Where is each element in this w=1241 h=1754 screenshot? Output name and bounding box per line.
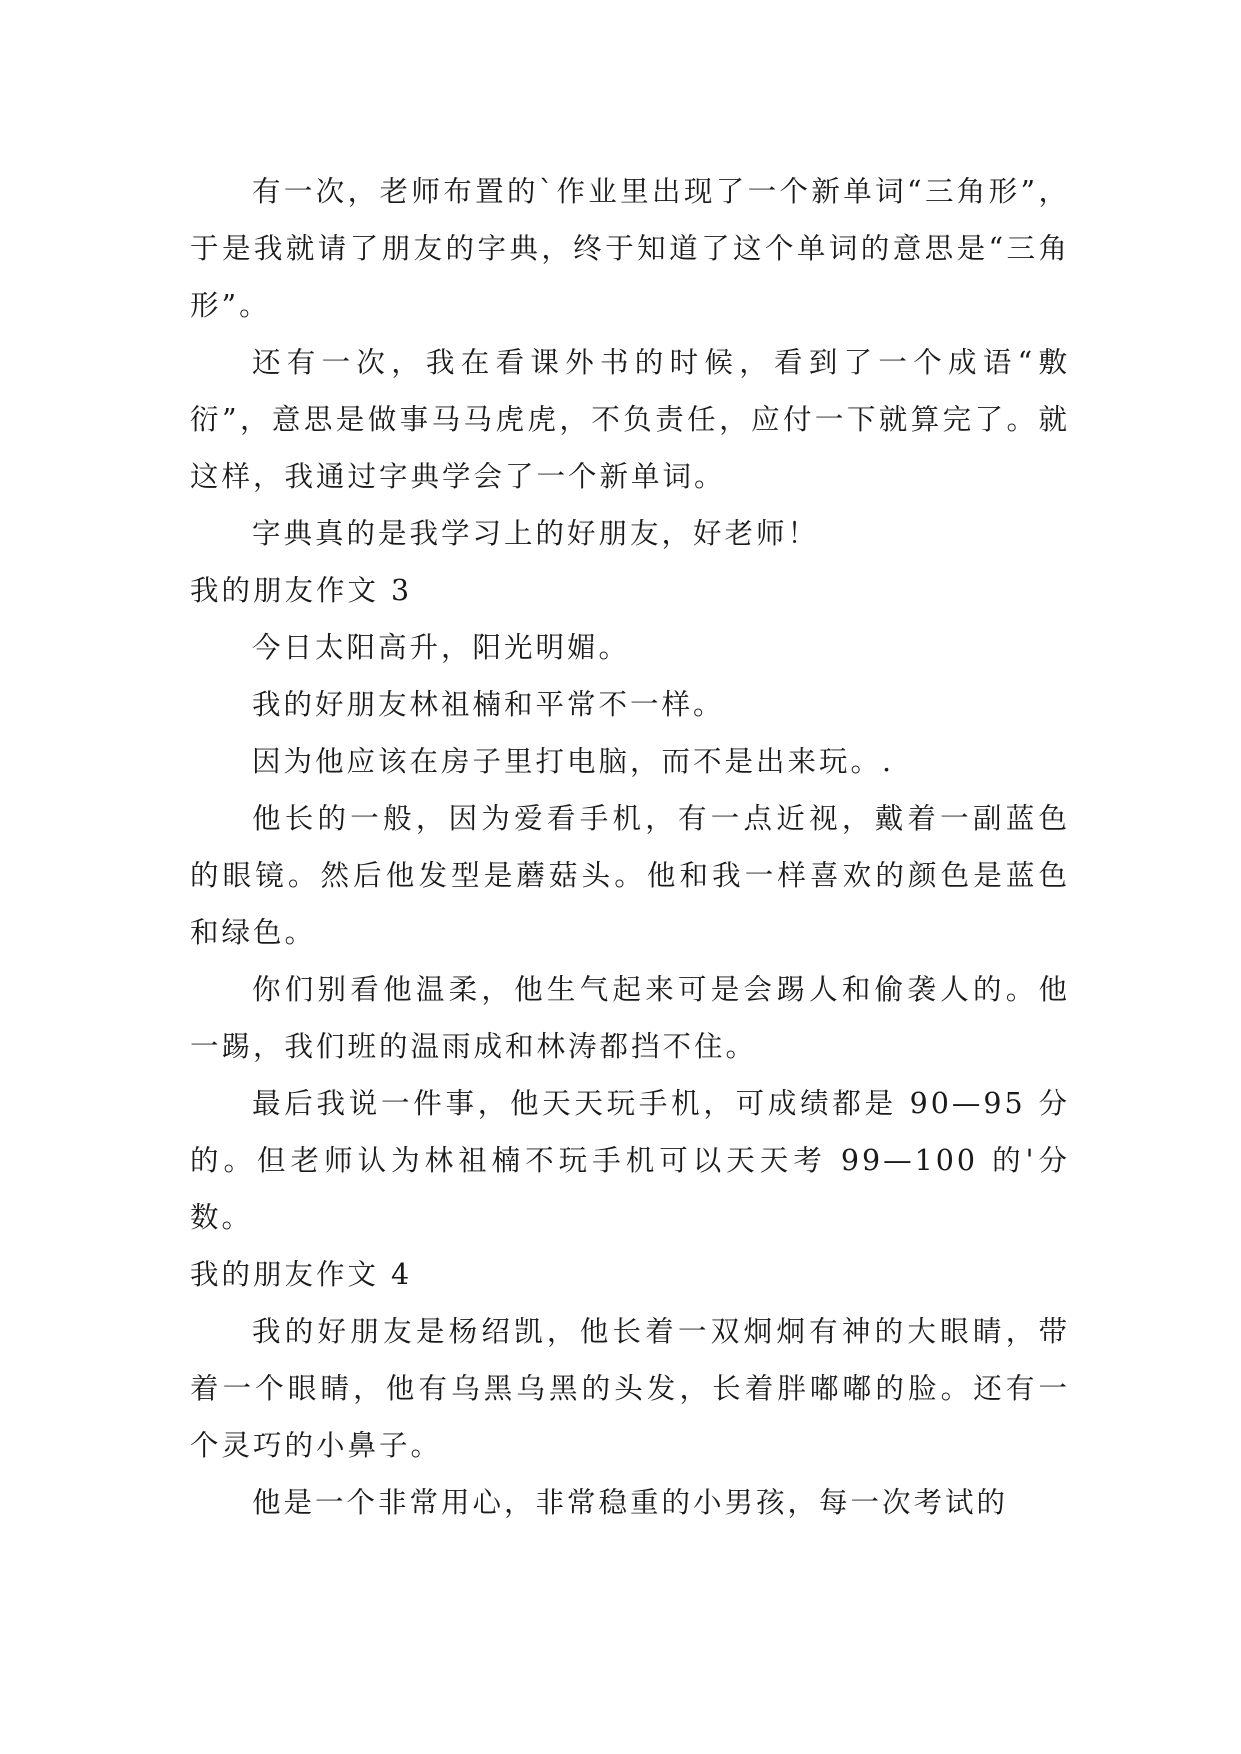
paragraph-dictionary-conclusion: 字典真的是我学习上的好朋友，好老师！ bbox=[252, 517, 820, 550]
paragraph-dictionary-triangle: 有一次，老师布置的`作业里出现了一个新单词“三角形”，于是我就请了朋友的字典，终于知道了这个单词的意思是“三角形”。 bbox=[190, 175, 1070, 322]
section-heading-essay-4: 我的朋友作文 4 bbox=[190, 1258, 413, 1291]
paragraph-weather: 今日太阳高升，阳光明媚。 bbox=[252, 631, 631, 664]
paragraph-friend-yang-appearance: 我的好朋友是杨绍凯，他长着一双炯炯有神的大眼睛，带着一个眼睛，他有乌黑乌黑的头发，长着胖嘟嘟的脸。还有一个灵巧的小鼻子。 bbox=[190, 1315, 1070, 1462]
paragraph-dictionary-idiom: 还有一次，我在看课外书的时候，看到了一个成语“敷衍”，意思是做事马马虎虎，不负责任，应付一下就算完了。就这样，我通过字典学会了一个新单词。 bbox=[190, 346, 1070, 493]
document-body bbox=[190, 163, 1070, 1531]
paragraph-friend-temper: 你们别看他温柔，他生气起来可是会踢人和偷袭人的。他一踢，我们班的温雨成和林涛都挡不住。 bbox=[190, 973, 1070, 1063]
paragraph-friend-yang-character: 他是一个非常用心，非常稳重的小男孩，每一次考试的 bbox=[252, 1486, 1009, 1519]
paragraph-friend-computer: 因为他应该在房子里打电脑，而不是出来玩。. bbox=[252, 745, 895, 778]
paragraph-friend-appearance: 他长的一般，因为爱看手机，有一点近视，戴着一副蓝色的眼镜。然后他发型是蘑菇头。他和我一样喜欢的颜色是蓝色和绿色。 bbox=[190, 802, 1070, 949]
paragraph-friend-grades: 最后我说一件事，他天天玩手机，可成绩都是 90—95 分的。但老师认为林祖楠不玩手机可以天天考 99—100 的'分数。 bbox=[190, 1087, 1070, 1234]
section-heading-essay-3: 我的朋友作文 3 bbox=[190, 574, 413, 607]
paragraph-friend-intro: 我的好朋友林祖楠和平常不一样。 bbox=[252, 688, 725, 721]
